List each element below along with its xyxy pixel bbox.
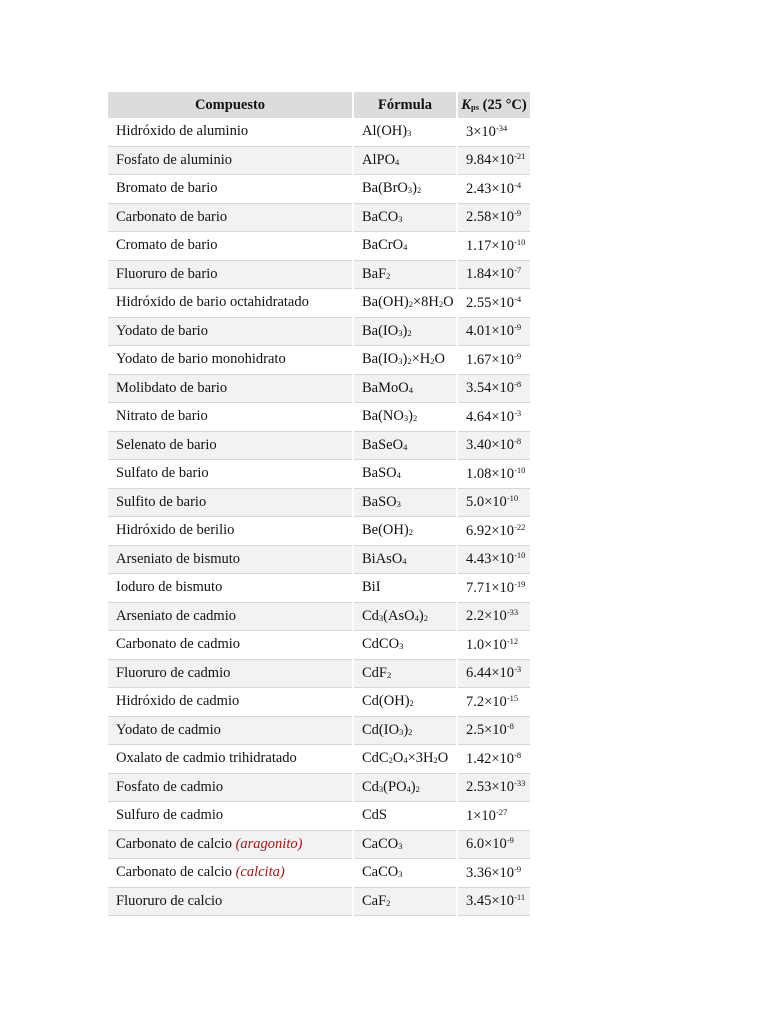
formula-cell xyxy=(353,460,457,489)
formula-subscript: 4 xyxy=(403,755,408,766)
formula-text: Be(OH) xyxy=(362,522,409,539)
compound-name-cell xyxy=(108,346,353,375)
ksp-cell xyxy=(457,431,530,460)
compound-name: Oxalato de cadmio trihidratado xyxy=(116,750,297,767)
formula-cell xyxy=(353,146,457,175)
ksp-cell xyxy=(457,716,530,745)
formula-cell xyxy=(353,659,457,688)
ksp-exponent: -21 xyxy=(514,151,526,162)
formula-text: Al(OH) xyxy=(362,123,408,140)
formula-subscript: 3 xyxy=(398,869,403,880)
formula-cell xyxy=(353,631,457,660)
formula-text: BaSO xyxy=(362,465,397,482)
ksp-cell xyxy=(457,887,530,916)
formula-subscript: 4 xyxy=(402,555,407,566)
formula-text: Cd(IO xyxy=(362,721,400,738)
ksp-base: 9.84×10 xyxy=(466,152,515,169)
formula-cell xyxy=(353,203,457,232)
formula-text: CaF xyxy=(362,892,387,909)
ksp-exponent: -33 xyxy=(506,607,519,618)
ksp-exponent: -34 xyxy=(495,122,508,133)
compound-name-cell xyxy=(108,745,353,774)
ksp-cell xyxy=(457,203,530,232)
ksp-base: 3×10 xyxy=(466,123,496,140)
formula-cell xyxy=(353,232,457,261)
compound-name: Yodato de cadmio xyxy=(116,721,221,738)
formula-text: CdC xyxy=(362,750,389,767)
formula-text: ) xyxy=(402,351,408,368)
formula-subscript: 3 xyxy=(399,726,404,737)
compound-name-cell xyxy=(108,517,353,546)
ksp-cell xyxy=(457,146,530,175)
formula-text: CdS xyxy=(362,807,387,824)
formula-subscript: 4 xyxy=(406,783,411,794)
formula-text: CdCO xyxy=(362,636,400,653)
formula-text: ) xyxy=(402,322,408,339)
compound-name-cell xyxy=(108,802,353,831)
compound-name-cell xyxy=(108,631,353,660)
formula-text: ) xyxy=(408,408,413,425)
ksp-base: 1×10 xyxy=(466,807,496,824)
ksp-cell xyxy=(457,403,530,432)
formula-subscript: 4 xyxy=(403,242,408,253)
ksp-base: 1.0×10 xyxy=(466,636,507,653)
compound-name: Fosfato de aluminio xyxy=(116,151,232,168)
formula-subscript: 2 xyxy=(417,185,422,196)
compound-name-cell xyxy=(108,574,353,603)
ksp-exponent: -33 xyxy=(514,778,526,789)
ksp-cell xyxy=(457,460,530,489)
ksp-temperature: (25 °C) xyxy=(479,96,527,113)
compound-name-cell xyxy=(108,175,353,204)
compound-variant: (calcita) xyxy=(235,864,285,881)
compound-name-cell xyxy=(108,830,353,859)
ksp-base: 3.40×10 xyxy=(466,437,515,454)
formula-text: BaCrO xyxy=(362,237,404,254)
formula-cell xyxy=(353,317,457,346)
header-compound: Compuesto xyxy=(108,92,353,118)
compound-name-cell xyxy=(108,460,353,489)
ksp-exponent: -7 xyxy=(514,265,522,276)
compound-name-cell xyxy=(108,488,353,517)
formula-text: BaSO xyxy=(362,493,397,510)
formula-subscript: 3 xyxy=(378,783,384,794)
formula-text: O xyxy=(434,351,445,368)
ksp-cell xyxy=(457,118,530,146)
ksp-exponent: -10 xyxy=(514,236,526,247)
formula-text: BaCO xyxy=(362,208,399,225)
table-row xyxy=(108,859,530,888)
table-body xyxy=(108,118,530,916)
formula-subscript: 4 xyxy=(395,156,400,167)
formula-text: O xyxy=(437,750,449,767)
compound-name-cell xyxy=(108,773,353,802)
formula-text: BiAsO xyxy=(362,550,403,567)
ksp-base: 2.55×10 xyxy=(466,294,515,311)
formula-text: O xyxy=(392,750,404,767)
ksp-exponent: -4 xyxy=(514,293,522,304)
formula-cell xyxy=(353,716,457,745)
table-row xyxy=(108,659,530,688)
formula-text: ×H xyxy=(411,351,431,368)
table-row xyxy=(108,431,530,460)
compound-name: Arseniato de bismuto xyxy=(116,550,241,567)
ksp-cell xyxy=(457,773,530,802)
formula-cell xyxy=(353,545,457,574)
ksp-base: 4.64×10 xyxy=(466,408,515,425)
ksp-cell xyxy=(457,688,530,717)
table-row xyxy=(108,203,530,232)
ksp-cell xyxy=(457,631,530,660)
ksp-cell xyxy=(457,545,530,574)
compound-name: Carbonato de calcio xyxy=(116,864,236,881)
ksp-exponent: -15 xyxy=(506,692,519,703)
compound-name: Molibdato de bario xyxy=(116,379,228,396)
ksp-exponent: -10 xyxy=(514,550,526,561)
formula-text: BaMoO xyxy=(362,379,409,396)
formula-subscript: 3 xyxy=(403,413,409,424)
table-row xyxy=(108,403,530,432)
formula-subscript: 2 xyxy=(423,612,428,623)
formula-subscript: 2 xyxy=(387,669,392,680)
compound-name: Hidróxido de berilio xyxy=(116,522,235,539)
compound-name: Yodato de bario xyxy=(116,322,208,339)
table-row xyxy=(108,574,530,603)
table-row xyxy=(108,488,530,517)
ksp-cell xyxy=(457,317,530,346)
compound-name: Hidróxido de bario octahidratado xyxy=(116,294,309,311)
formula-text: ×8H xyxy=(412,294,439,311)
table-row xyxy=(108,631,530,660)
ksp-exponent: -9 xyxy=(514,208,522,219)
ksp-cell xyxy=(457,289,530,318)
ksp-exponent: -9 xyxy=(514,863,522,874)
formula-text: BaF xyxy=(362,265,387,282)
formula-cell xyxy=(353,887,457,916)
ksp-exponent: -8 xyxy=(514,436,522,447)
compound-name: Cromato de bario xyxy=(116,237,218,254)
ksp-base: 3.54×10 xyxy=(466,380,515,397)
formula-text: CaCO xyxy=(362,864,399,881)
ksp-cell xyxy=(457,175,530,204)
ksp-exponent: -9 xyxy=(506,835,514,846)
ksp-exponent: -12 xyxy=(506,635,519,646)
formula-subscript: 3 xyxy=(398,840,403,851)
ksp-base: 6.92×10 xyxy=(466,522,515,539)
formula-text: Ba(NO xyxy=(362,408,404,425)
table-row xyxy=(108,460,530,489)
compound-variant: (aragonito) xyxy=(235,835,303,852)
compound-name: Carbonato de calcio xyxy=(116,835,236,852)
table-row xyxy=(108,118,530,146)
compound-name: Sulfato de bario xyxy=(116,465,209,482)
ksp-cell xyxy=(457,517,530,546)
compound-name-cell xyxy=(108,203,353,232)
compound-name: Nitrato de bario xyxy=(116,408,208,425)
ksp-base: 1.42×10 xyxy=(466,750,515,767)
formula-text: Cd xyxy=(362,778,379,795)
formula-cell xyxy=(353,289,457,318)
formula-subscript: 2 xyxy=(430,356,435,367)
header-formula: Fórmula xyxy=(353,92,457,118)
formula-text: CaCO xyxy=(362,835,399,852)
formula-subscript: 2 xyxy=(388,755,393,766)
formula-cell xyxy=(353,374,457,403)
header-row xyxy=(108,92,530,118)
formula-text: Ba(BrO xyxy=(362,180,408,197)
formula-subscript: 2 xyxy=(408,299,413,310)
ksp-cell xyxy=(457,260,530,289)
ksp-base: 7.71×10 xyxy=(466,579,515,596)
compound-name-cell xyxy=(108,431,353,460)
formula-cell xyxy=(353,688,457,717)
formula-subscript: 3 xyxy=(378,612,384,623)
formula-subscript: 2 xyxy=(438,299,444,310)
formula-subscript: 2 xyxy=(407,356,412,367)
compound-name-cell xyxy=(108,602,353,631)
formula-subscript: 3 xyxy=(396,498,401,509)
ksp-cell xyxy=(457,802,530,831)
ksp-exponent: -8 xyxy=(506,721,514,732)
ksp-symbol: K xyxy=(461,96,471,113)
table-row xyxy=(108,602,530,631)
ksp-cell xyxy=(457,232,530,261)
formula-cell xyxy=(353,802,457,831)
ksp-cell xyxy=(457,374,530,403)
ksp-cell xyxy=(457,830,530,859)
ksp-exponent: -4 xyxy=(514,179,522,190)
ksp-cell xyxy=(457,346,530,375)
table-row xyxy=(108,317,530,346)
ksp-base: 1.84×10 xyxy=(466,266,515,283)
ksp-exponent: -3 xyxy=(514,664,522,675)
compound-name: Sulfito de bario xyxy=(116,493,207,510)
compound-name: Ioduro de bismuto xyxy=(116,579,223,596)
formula-subscript: 2 xyxy=(386,270,391,281)
formula-text: BiI xyxy=(362,579,381,596)
ksp-exponent: -11 xyxy=(514,892,526,903)
ksp-base: 6.0×10 xyxy=(466,836,507,853)
compound-name-cell xyxy=(108,317,353,346)
compound-name-cell xyxy=(108,232,353,261)
formula-text: Cd xyxy=(362,607,379,624)
table-row xyxy=(108,745,530,774)
compound-name-cell xyxy=(108,659,353,688)
formula-subscript: 3 xyxy=(398,213,403,224)
compound-name: Bromato de bario xyxy=(116,180,218,197)
compound-name: Fluoruro de calcio xyxy=(116,892,223,909)
compound-name: Carbonato de bario xyxy=(116,208,228,225)
ksp-table xyxy=(108,92,530,916)
formula-cell xyxy=(353,431,457,460)
formula-text: ) xyxy=(412,180,418,197)
formula-subscript: 3 xyxy=(398,327,403,338)
compound-name: Selenato de bario xyxy=(116,436,217,453)
compound-name: Fosfato de cadmio xyxy=(116,778,224,795)
formula-subscript: 2 xyxy=(386,897,391,908)
formula-subscript: 4 xyxy=(414,612,419,623)
formula-text: BaSeO xyxy=(362,436,404,453)
table-row xyxy=(108,289,530,318)
compound-name-cell xyxy=(108,374,353,403)
ksp-exponent: -9 xyxy=(514,350,522,361)
table-row xyxy=(108,232,530,261)
ksp-base: 2.58×10 xyxy=(466,209,515,226)
compound-name: Hidróxido de aluminio xyxy=(116,123,249,140)
compound-name: Sulfuro de cadmio xyxy=(116,807,224,824)
formula-cell xyxy=(353,602,457,631)
ksp-cell xyxy=(457,602,530,631)
formula-text: Ba(IO xyxy=(362,351,399,368)
formula-cell xyxy=(353,517,457,546)
compound-name: Hidróxido de cadmio xyxy=(116,693,240,710)
ksp-cell xyxy=(457,745,530,774)
ksp-exponent: -10 xyxy=(506,493,519,504)
formula-cell xyxy=(353,773,457,802)
formula-cell xyxy=(353,859,457,888)
compound-name-cell xyxy=(108,289,353,318)
ksp-base: 1.08×10 xyxy=(466,465,515,482)
table-row xyxy=(108,146,530,175)
ksp-cell xyxy=(457,859,530,888)
ksp-base: 1.17×10 xyxy=(466,237,515,254)
formula-subscript: 3 xyxy=(399,641,404,652)
ksp-exponent: -8 xyxy=(514,749,522,760)
formula-subscript: 3 xyxy=(398,356,403,367)
formula-subscript: 4 xyxy=(408,384,413,395)
compound-name: Fluoruro de bario xyxy=(116,265,218,282)
compound-name-cell xyxy=(108,545,353,574)
compound-name: Yodato de bario monohidrato xyxy=(116,351,286,368)
ksp-cell xyxy=(457,659,530,688)
formula-subscript: 2 xyxy=(409,698,414,709)
formula-text: ) xyxy=(418,607,424,624)
ksp-base: 1.67×10 xyxy=(466,351,515,368)
ksp-base: 3.45×10 xyxy=(466,893,515,910)
compound-name-cell xyxy=(108,403,353,432)
table-row xyxy=(108,175,530,204)
formula-subscript: 3 xyxy=(407,128,412,139)
formula-cell xyxy=(353,830,457,859)
compound-name-cell xyxy=(108,716,353,745)
ksp-exponent: -9 xyxy=(514,322,522,333)
formula-cell xyxy=(353,488,457,517)
ksp-cell xyxy=(457,488,530,517)
ksp-exponent: -22 xyxy=(514,521,526,532)
formula-cell xyxy=(353,175,457,204)
formula-cell xyxy=(353,403,457,432)
compound-name-cell xyxy=(108,859,353,888)
compound-name: Fluoruro de cadmio xyxy=(116,664,231,681)
formula-cell xyxy=(353,346,457,375)
ksp-base: 4.43×10 xyxy=(466,551,515,568)
ksp-exponent: -19 xyxy=(514,578,526,589)
ksp-base: 6.44×10 xyxy=(466,665,515,682)
compound-name-cell xyxy=(108,887,353,916)
ksp-exponent: -3 xyxy=(514,407,522,418)
ksp-base: 5.0×10 xyxy=(466,494,507,511)
table-row xyxy=(108,716,530,745)
table-row xyxy=(108,346,530,375)
ksp-base: 2.2×10 xyxy=(466,608,507,625)
table-row xyxy=(108,545,530,574)
table-row xyxy=(108,802,530,831)
compound-name: Arseniato de cadmio xyxy=(116,607,236,624)
formula-text: ) xyxy=(410,778,416,795)
compound-name-cell xyxy=(108,146,353,175)
ksp-base: 3.36×10 xyxy=(466,864,515,881)
formula-text: CdF xyxy=(362,664,387,681)
compound-name-cell xyxy=(108,260,353,289)
formula-subscript: 2 xyxy=(415,783,420,794)
formula-subscript: 2 xyxy=(407,327,412,338)
ksp-base: 7.2×10 xyxy=(466,693,507,710)
formula-text: ) xyxy=(403,721,409,738)
ksp-base: 4.01×10 xyxy=(466,323,515,340)
formula-text: (PO xyxy=(383,778,407,795)
compound-name: Carbonato de cadmio xyxy=(116,636,241,653)
ksp-base: 2.43×10 xyxy=(466,180,515,197)
formula-cell xyxy=(353,745,457,774)
table-row xyxy=(108,517,530,546)
formula-subscript: 3 xyxy=(407,185,413,196)
formula-subscript: 2 xyxy=(408,726,413,737)
ksp-exponent: -8 xyxy=(514,379,522,390)
formula-cell xyxy=(353,260,457,289)
formula-subscript: 2 xyxy=(412,413,418,424)
compound-name-cell xyxy=(108,688,353,717)
formula-text: Cd(OH) xyxy=(362,693,410,710)
table-row xyxy=(108,830,530,859)
formula-text: (AsO xyxy=(383,607,415,624)
ksp-base: 2.53×10 xyxy=(466,779,515,796)
formula-subscript: 4 xyxy=(403,441,408,452)
formula-subscript: 4 xyxy=(396,470,401,481)
ksp-exponent: -27 xyxy=(495,806,508,817)
ksp-exponent: -10 xyxy=(514,464,526,475)
formula-cell xyxy=(353,118,457,146)
compound-name-cell xyxy=(108,118,353,146)
ksp-cell xyxy=(457,574,530,603)
formula-subscript: 2 xyxy=(408,527,413,538)
ksp-base: 2.5×10 xyxy=(466,722,507,739)
table-row xyxy=(108,688,530,717)
table-row xyxy=(108,887,530,916)
ksp-subscript: ps xyxy=(470,101,480,112)
table-row xyxy=(108,773,530,802)
formula-text: O xyxy=(443,294,454,311)
formula-text: AlPO xyxy=(362,151,396,168)
formula-text: ×3H xyxy=(407,750,434,767)
header-ksp xyxy=(457,92,530,118)
formula-subscript: 2 xyxy=(433,755,438,766)
formula-text: Ba(OH) xyxy=(362,294,409,311)
table-row xyxy=(108,374,530,403)
formula-cell xyxy=(353,574,457,603)
formula-text: Ba(IO xyxy=(362,322,399,339)
table-row xyxy=(108,260,530,289)
